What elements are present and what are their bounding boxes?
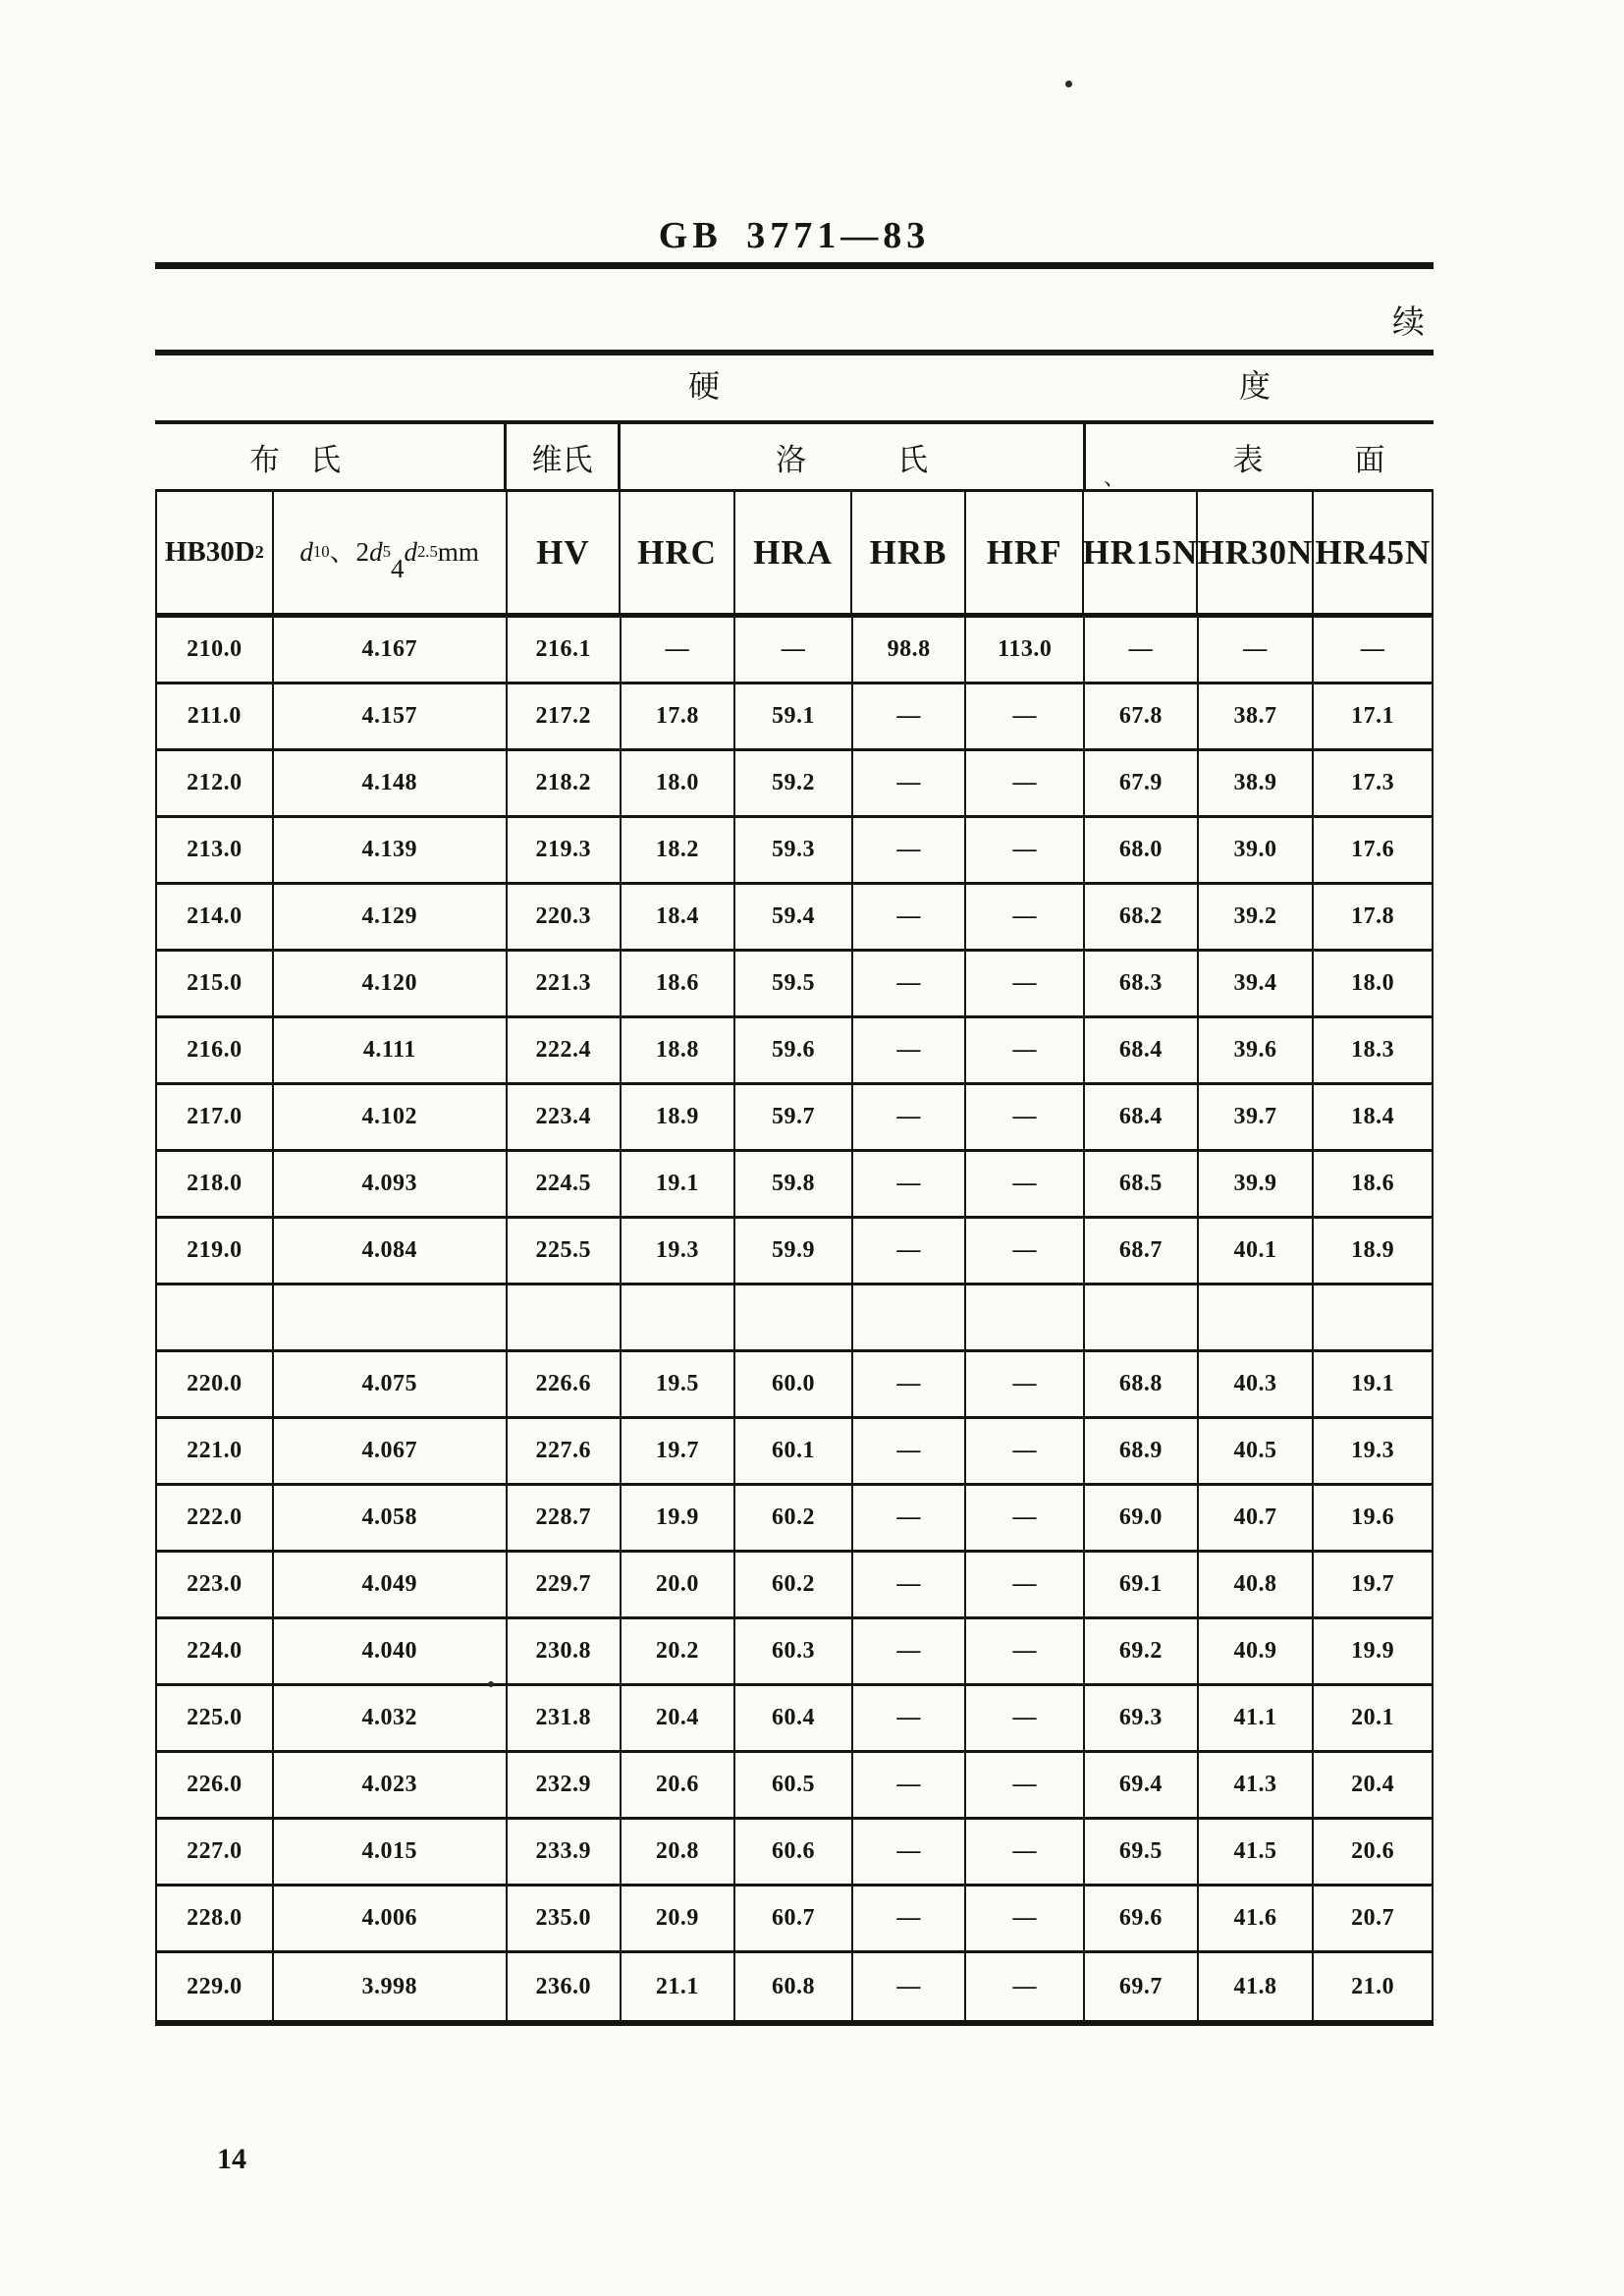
cell-r15-c1: 4.040 [274,1619,508,1683]
cell-r11-c2: 226.6 [508,1352,622,1416]
cell-r1-c2: 217.2 [508,684,622,748]
table-row [155,1619,1434,1686]
cell-r7-c4: 59.7 [735,1085,853,1149]
cell-r11-c5: — [853,1352,967,1416]
cell-r8-c4: 59.8 [735,1152,853,1216]
scan-speck [1065,81,1072,87]
cell-r3-c0: 213.0 [157,818,274,882]
cell-r14-c4: 60.2 [735,1553,853,1616]
cell-r19-c6: — [966,1886,1085,1950]
cell-r8-c6: — [966,1152,1085,1216]
cell-r19-c3: 20.9 [622,1886,736,1950]
cell-r5-c0: 215.0 [157,952,274,1015]
cell-r19-c4: 60.7 [735,1886,853,1950]
cell-r6-c5: — [853,1018,967,1082]
cell-r6-c0: 216.0 [157,1018,274,1082]
cell-r5-c6: — [966,952,1085,1015]
table-row [155,684,1434,751]
cell-r17-c4: 60.5 [735,1753,853,1817]
column-header-1: d 10 、2 d 5 4 d 2.5 mm [274,492,508,613]
cell-r16-c9: 20.1 [1351,1705,1395,1730]
cell-r20-c6: — [966,1953,1085,2020]
cell-r9-c6: — [966,1219,1085,1283]
cell-r1-c5: — [853,684,967,748]
table-row [155,1686,1434,1753]
cell-r9-c0: 219.0 [157,1219,274,1283]
cell-r18-c9: 20.6 [1351,1838,1395,1864]
cell-r18-c5: — [853,1820,967,1884]
cell-r4-c6: — [966,885,1085,949]
column-header-4: HRA [735,492,853,613]
cell-r16-c7: 69.3 [1085,1686,1199,1750]
cell-r10-c2 [508,1285,622,1349]
cell-r13-c6: — [966,1486,1085,1550]
cell-r11-c1: 4.075 [274,1352,508,1416]
table-spacer-row [155,1285,1434,1352]
cell-r15-c4: 60.3 [735,1619,853,1683]
cell-r17-c2: 232.9 [508,1753,622,1817]
cell-r12-c0: 221.0 [157,1419,274,1483]
cell-r19-c9: 20.7 [1351,1905,1395,1931]
cell-r20-c0: 229.0 [157,1953,274,2020]
standard-number-title: GB 3771—83 [658,215,931,256]
cell-r9-c7: 68.7 [1085,1219,1199,1283]
cell-r15-c2: 230.8 [508,1619,622,1683]
cell-r16-c0: 225.0 [157,1686,274,1750]
cell-r1-c0: 211.0 [157,684,274,748]
cell-r19-c2: 235.0 [508,1886,622,1950]
cell-r11-c9: 19.1 [1351,1371,1395,1396]
continued-label: 续 [1392,305,1425,341]
table-row [155,1553,1434,1619]
cell-r3-c6: — [966,818,1085,882]
cell-r3-c3: 18.2 [622,818,736,882]
cell-r0-c0: 210.0 [157,618,274,682]
group-header-rockwell: 洛 氏 [621,424,1086,489]
cell-r6-c2: 222.4 [508,1018,622,1082]
cell-r12-c2: 227.6 [508,1419,622,1483]
table-row [155,1820,1434,1886]
cell-r0-c9: — [1360,636,1385,662]
group-header-vickers: 维氏 [507,424,621,489]
cell-r4-c8: 39.2 [1199,885,1315,949]
hardness-span-label-left: 硬 [688,368,721,404]
cell-r18-c0: 227.0 [157,1820,274,1884]
cell-r13-c8: 40.7 [1199,1486,1315,1550]
cell-r16-c1: 4.032 [274,1686,508,1750]
cell-r14-c7: 69.1 [1085,1553,1199,1616]
cell-r5-c5: — [853,952,967,1015]
cell-r0-c8: — [1199,618,1315,682]
cell-r12-c8: 40.5 [1199,1419,1315,1483]
table-row [155,952,1434,1018]
table-row [155,1018,1434,1085]
scale-group-header-row [155,424,1434,492]
cell-r12-c6: — [966,1419,1085,1483]
cell-r20-c9: 21.0 [1351,1973,1395,1999]
cell-r3-c4: 59.3 [735,818,853,882]
cell-r10-c6 [966,1285,1085,1349]
cell-r19-c8: 41.6 [1199,1886,1315,1950]
cell-r11-c3: 19.5 [622,1352,736,1416]
group-header-superficial: 表 面 [1232,442,1385,477]
cell-r5-c3: 18.6 [622,952,736,1015]
cell-r10-c3 [622,1285,736,1349]
cell-r17-c8: 41.3 [1199,1753,1315,1817]
cell-r8-c9: 18.6 [1351,1171,1395,1196]
cell-r8-c5: — [853,1152,967,1216]
cell-r17-c5: — [853,1753,967,1817]
cell-r12-c4: 60.1 [735,1419,853,1483]
cell-r8-c0: 218.0 [157,1152,274,1216]
cell-r15-c8: 40.9 [1199,1619,1315,1683]
cell-r14-c1: 4.049 [274,1553,508,1616]
cell-r5-c1: 4.120 [274,952,508,1015]
cell-r6-c9: 18.3 [1351,1037,1395,1063]
hardness-conversion-table [155,350,1434,2026]
cell-r4-c7: 68.2 [1085,885,1199,949]
cell-r16-c6: — [966,1686,1085,1750]
cell-r18-c6: — [966,1820,1085,1884]
cell-r7-c8: 39.7 [1199,1085,1315,1149]
cell-r4-c5: — [853,885,967,949]
cell-r11-c7: 68.8 [1085,1352,1199,1416]
cell-r7-c7: 68.4 [1085,1085,1199,1149]
cell-r2-c6: — [966,751,1085,815]
cell-r5-c2: 221.3 [508,952,622,1015]
cell-r2-c8: 38.9 [1199,751,1315,815]
cell-r2-c9: 17.3 [1351,770,1395,795]
cell-r15-c6: — [966,1619,1085,1683]
comma-artifact: 、 [1104,465,1126,490]
table-row [155,618,1434,684]
table-row [155,751,1434,818]
cell-r14-c8: 40.8 [1199,1553,1315,1616]
table-row [155,1219,1434,1285]
cell-r7-c6: — [966,1085,1085,1149]
cell-r18-c8: 41.5 [1199,1820,1315,1884]
cell-r18-c1: 4.015 [274,1820,508,1884]
cell-r18-c7: 69.5 [1085,1820,1199,1884]
cell-r14-c6: — [966,1553,1085,1616]
cell-r13-c3: 19.9 [622,1486,736,1550]
cell-r3-c8: 39.0 [1199,818,1315,882]
cell-r20-c4: 60.8 [735,1953,853,2020]
cell-r19-c7: 69.6 [1085,1886,1199,1950]
cell-r15-c9: 19.9 [1351,1638,1395,1664]
cell-r14-c5: — [853,1553,967,1616]
column-header-row [155,492,1434,618]
cell-r9-c3: 19.3 [622,1219,736,1283]
cell-r8-c3: 19.1 [622,1152,736,1216]
cell-r0-c4: — [735,618,853,682]
cell-r1-c7: 67.8 [1085,684,1199,748]
table-body [155,618,1434,2020]
cell-r9-c9: 18.9 [1351,1237,1395,1263]
cell-r17-c7: 69.4 [1085,1753,1199,1817]
column-header-3: HRC [621,492,735,613]
cell-r4-c2: 220.3 [508,885,622,949]
group-header-brinell: 布 氏 [155,424,507,489]
scan-speck [488,1681,494,1687]
cell-r0-c2: 216.1 [508,618,622,682]
cell-r15-c3: 20.2 [622,1619,736,1683]
cell-r17-c3: 20.6 [622,1753,736,1817]
table-row [155,1152,1434,1219]
cell-r12-c1: 4.067 [274,1419,508,1483]
cell-r9-c1: 4.084 [274,1219,508,1283]
cell-r5-c9: 18.0 [1351,970,1395,996]
cell-r13-c9: 19.6 [1351,1504,1395,1530]
cell-r9-c2: 225.5 [508,1219,622,1283]
cell-r17-c6: — [966,1753,1085,1817]
cell-r10-c8 [1199,1285,1315,1349]
cell-r11-c0: 220.0 [157,1352,274,1416]
cell-r6-c6: — [966,1018,1085,1082]
cell-r10-c1 [274,1285,508,1349]
cell-r12-c5: — [853,1419,967,1483]
cell-r8-c8: 39.9 [1199,1152,1315,1216]
cell-r3-c7: 68.0 [1085,818,1199,882]
cell-r0-c3: — [622,618,736,682]
cell-r2-c2: 218.2 [508,751,622,815]
column-header-7: HR15N [1084,492,1198,613]
cell-r13-c0: 222.0 [157,1486,274,1550]
cell-r12-c9: 19.3 [1351,1438,1395,1463]
page-number: 14 [217,2143,246,2175]
cell-r20-c5: — [853,1953,967,2020]
cell-r1-c6: — [966,684,1085,748]
cell-r9-c8: 40.1 [1199,1219,1315,1283]
column-header-0: HB30D 2 [157,492,274,613]
cell-r2-c4: 59.2 [735,751,853,815]
title-divider-rule [155,262,1434,269]
cell-r3-c2: 219.3 [508,818,622,882]
cell-r20-c3: 21.1 [622,1953,736,2020]
cell-r14-c9: 19.7 [1351,1571,1395,1597]
cell-r1-c9: 17.1 [1351,703,1395,729]
cell-r7-c1: 4.102 [274,1085,508,1149]
cell-r3-c1: 4.139 [274,818,508,882]
cell-r4-c0: 214.0 [157,885,274,949]
cell-r19-c0: 228.0 [157,1886,274,1950]
cell-r14-c0: 223.0 [157,1553,274,1616]
cell-r6-c3: 18.8 [622,1018,736,1082]
cell-r10-c5 [853,1285,967,1349]
cell-r6-c7: 68.4 [1085,1018,1199,1082]
hardness-span-label-right: 度 [1239,368,1272,404]
cell-r16-c4: 60.4 [735,1686,853,1750]
cell-r2-c0: 212.0 [157,751,274,815]
cell-r5-c7: 68.3 [1085,952,1199,1015]
cell-r0-c5: 98.8 [853,618,967,682]
cell-r4-c1: 4.129 [274,885,508,949]
cell-r15-c5: — [853,1619,967,1683]
cell-r6-c8: 39.6 [1199,1018,1315,1082]
table-row [155,1886,1434,1953]
cell-r16-c5: — [853,1686,967,1750]
cell-r10-c4 [735,1285,853,1349]
cell-r20-c7: 69.7 [1085,1953,1199,2020]
cell-r7-c9: 18.4 [1351,1104,1395,1129]
table-row [155,818,1434,885]
cell-r11-c8: 40.3 [1199,1352,1315,1416]
table-row [155,1419,1434,1486]
cell-r17-c9: 20.4 [1351,1772,1395,1797]
cell-r15-c0: 224.0 [157,1619,274,1683]
cell-r20-c8: 41.8 [1199,1953,1315,2020]
cell-r13-c4: 60.2 [735,1486,853,1550]
cell-r11-c4: 60.0 [735,1352,853,1416]
cell-r14-c2: 229.7 [508,1553,622,1616]
cell-r16-c3: 20.4 [622,1686,736,1750]
cell-r1-c3: 17.8 [622,684,736,748]
cell-r6-c1: 4.111 [274,1018,508,1082]
cell-r5-c4: 59.5 [735,952,853,1015]
cell-r18-c2: 233.9 [508,1820,622,1884]
column-header-5: HRB [852,492,966,613]
cell-r1-c1: 4.157 [274,684,508,748]
cell-r19-c1: 4.006 [274,1886,508,1950]
cell-r17-c1: 4.023 [274,1753,508,1817]
cell-r1-c8: 38.7 [1199,684,1315,748]
cell-r19-c5: — [853,1886,967,1950]
column-header-8: HR30N [1198,492,1314,613]
table-row [155,1486,1434,1553]
cell-r2-c3: 18.0 [622,751,736,815]
table-row [155,1352,1434,1419]
cell-r13-c5: — [853,1486,967,1550]
cell-r1-c4: 59.1 [735,684,853,748]
cell-r4-c9: 17.8 [1351,903,1395,929]
cell-r15-c7: 69.2 [1085,1619,1199,1683]
cell-r2-c7: 67.9 [1085,751,1199,815]
cell-r12-c7: 68.9 [1085,1419,1199,1483]
cell-r3-c5: — [853,818,967,882]
cell-r18-c3: 20.8 [622,1820,736,1884]
column-header-9: HR45N [1315,532,1432,572]
cell-r14-c3: 20.0 [622,1553,736,1616]
cell-r13-c2: 228.7 [508,1486,622,1550]
cell-r7-c3: 18.9 [622,1085,736,1149]
cell-r12-c3: 19.7 [622,1419,736,1483]
cell-r10-c7 [1085,1285,1199,1349]
table-row [155,1085,1434,1152]
cell-r20-c1: 3.998 [274,1953,508,2020]
cell-r6-c4: 59.6 [735,1018,853,1082]
cell-r0-c1: 4.167 [274,618,508,682]
cell-r10-c9 [1314,1285,1432,1349]
cell-r10-c0 [157,1285,274,1349]
column-header-2: HV [508,492,622,613]
cell-r11-c6: — [966,1352,1085,1416]
cell-r13-c1: 4.058 [274,1486,508,1550]
cell-r2-c5: — [853,751,967,815]
column-header-6: HRF [966,492,1085,613]
cell-r7-c2: 223.4 [508,1085,622,1149]
cell-r3-c9: 17.6 [1351,837,1395,862]
cell-r8-c2: 224.5 [508,1152,622,1216]
cell-r18-c4: 60.6 [735,1820,853,1884]
cell-r2-c1: 4.148 [274,751,508,815]
cell-r0-c6: 113.0 [966,618,1085,682]
cell-r8-c1: 4.093 [274,1152,508,1216]
cell-r20-c2: 236.0 [508,1953,622,2020]
cell-r16-c2: 231.8 [508,1686,622,1750]
cell-r16-c8: 41.1 [1199,1686,1315,1750]
cell-r7-c5: — [853,1085,967,1149]
table-row [155,885,1434,952]
cell-r8-c7: 68.5 [1085,1152,1199,1216]
cell-r17-c0: 226.0 [157,1753,274,1817]
cell-r0-c7: — [1085,618,1199,682]
cell-r7-c0: 217.0 [157,1085,274,1149]
table-row [155,1753,1434,1820]
cell-r4-c3: 18.4 [622,885,736,949]
cell-r9-c4: 59.9 [735,1219,853,1283]
table-span-header-row [155,355,1434,424]
cell-r5-c8: 39.4 [1199,952,1315,1015]
cell-r4-c4: 59.4 [735,885,853,949]
cell-r13-c7: 69.0 [1085,1486,1199,1550]
table-row [155,1953,1434,2020]
cell-r9-c5: — [853,1219,967,1283]
